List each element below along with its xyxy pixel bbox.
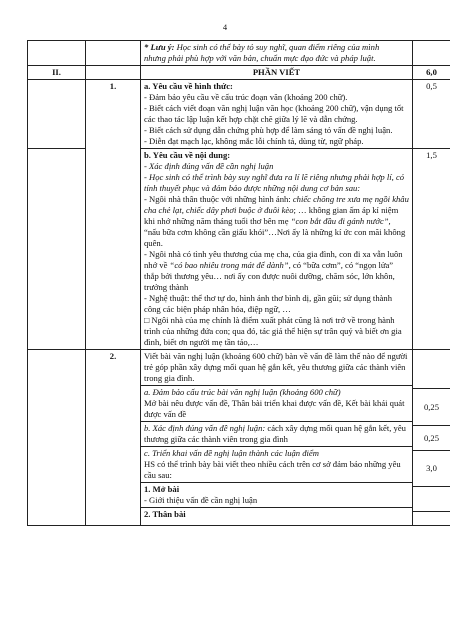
q1-number: 1.	[86, 80, 141, 350]
q2-b-title: b. Xác định đúng vấn đề nghị luận:	[144, 423, 266, 433]
section-number: II.	[28, 66, 86, 80]
q2-row	[28, 350, 450, 526]
section-title: PHẦN VIẾT	[141, 66, 413, 80]
q1-content-cell	[141, 149, 413, 350]
q2-part-c	[141, 447, 412, 483]
q2-cell	[141, 350, 413, 526]
q2-c-score: 3,0	[413, 451, 450, 487]
note-label: * Lưu ý:	[144, 42, 175, 52]
section-score: 6,0	[413, 66, 450, 80]
q2-intro: Viết bài văn nghị luận (khoảng 600 chữ) bàn về vấn đề làm thế nào để người trẻ góp phần xây dựng mối quan hệ gắn kết, yêu thương giữa các thành viên trong gia đình.	[141, 350, 412, 386]
q1-content-point-2: - Ngôi nhà có tình yêu thương của mẹ cha, của gia đình, con đi xa vẫn luôn nhớ về “có bao nhiêu trong mát để dành”, có “bữa cơm”, có “ngọn lửa” thắp bởi thương yêu… nơi ấy con được nuôi dưỡng, chăm sóc, lớn khôn, trưởng thành	[144, 249, 403, 292]
section-header-row	[28, 66, 450, 80]
q2-c-text: HS có thể trình bày bài viết theo nhiều cách trên cơ sở đảm bảo những yêu cầu sau:	[144, 459, 401, 480]
q1-content-score: 1,5	[413, 149, 450, 350]
page-number: 4	[222, 22, 228, 32]
q2-number: 2.	[86, 350, 141, 526]
q1-form-line-4: - Diễn đạt mạch lạc, không mắc lỗi chính tả, dùng từ, ngữ pháp.	[144, 136, 364, 146]
q2-m1-text: - Giới thiệu vấn đề cần nghị luận	[144, 495, 258, 505]
q2-a-text: Mở bài nêu được vấn đề, Thân bài triển khai được vấn đề, Kết bài khái quát được vấn đề	[144, 398, 405, 419]
q1-form-score: 0,5	[413, 80, 450, 149]
q1-form-row	[28, 80, 450, 149]
q1-content-item-2: - Học sinh có thể trình bày suy nghĩ đưa ra lí lẽ riêng nhưng phải hợp lí, có tính thuyết phục và đảm bảo được những nội dung cơ bản sau:	[144, 172, 405, 193]
q1-form-line-2: - Biết cách viết đoạn văn nghị luận văn học (khoảng 200 chữ), vận dụng tốt các thao tác lập luận kết hợp chặt chẽ giữa lý lẽ và dẫn chứng.	[144, 103, 404, 124]
q2-part-a: a. Đảm bảo cấu trúc bài văn nghị luận (khoảng 600 chữ) Mở bài nêu được vấn đề, Thân bài triển khai được vấn đề, Kết bài khái quát được vấn đề	[141, 386, 412, 422]
note-text: Học sinh có thể bày tỏ suy nghĩ, quan điểm riêng của mình	[174, 42, 380, 52]
q1-content-point-3: - Nghệ thuật: thể thơ tự do, hình ảnh thơ bình dị, gần gũi; sử dụng thành công các biện pháp nhân hóa, điệp ngữ, …	[144, 293, 393, 314]
q2-b-text: cách xây dựng mối quan hệ gắn kết, yêu thương giữa các thành viên trong gia đình	[144, 423, 406, 444]
q1-content-item-1: - Xác định đúng vấn đề cần nghị luận	[144, 161, 274, 171]
q2-score-cell	[413, 350, 450, 526]
q1-content-title: b. Yêu cầu về nội dung:	[144, 150, 231, 160]
grading-table	[27, 40, 450, 526]
q2-c-title: c. Triển khai vấn đề nghị luận thành các luận điểm	[144, 448, 319, 458]
q1-form-cell	[141, 80, 413, 149]
q2-a-title: a. Đảm bảo cấu trúc bài văn nghị luận	[144, 387, 278, 397]
q1-form-line-3: - Biết cách sử dụng dẫn chứng phù hợp để làm sáng tỏ vấn đề nghị luận.	[144, 125, 393, 135]
q2-m1-title: 1. Mở bài	[144, 484, 180, 494]
q2-a-score: 0,25	[413, 389, 450, 426]
note-cell	[141, 41, 413, 66]
q2-m2	[141, 508, 412, 522]
q2-b-score: 0,25	[413, 426, 450, 451]
q1-form-title: a. Yêu cầu về hình thức:	[144, 81, 233, 91]
q1-content-point-4: □ Ngôi nhà của mẹ chính là điểm xuất phát cũng là nơi trở về trong hành trình của những đứa con; qua đó, tác giả thể hiện sự trân quý và biết ơn gia đình, biết ơn người mẹ tần tảo,…	[144, 315, 402, 347]
q1-form-line-1: - Đảm bảo yêu cầu về cấu trúc đoạn văn (khoảng 200 chữ).	[144, 92, 348, 102]
q2-part-b	[141, 422, 412, 447]
q2-m1	[141, 483, 412, 508]
q2-m2-title: 2. Thân bài	[144, 509, 186, 519]
note-text-2: nhưng phải phù hợp với văn bản, chuẩn mực đạo đức và pháp luật.	[144, 53, 376, 63]
q1-content-point-1: - Ngôi nhà thân thuộc với những hình ảnh: chiếc chõng tre xưa mẹ ngồi khâu cha chẻ lạt, chiếc dây phơi buộc ở đuôi kèo; … không gian ấm áp kỉ niệm khi nhớ những năm tháng tuổi thơ bên mẹ “con bắt đầu đi gánh nước”, “nấu bữa cơm không cần giấu khói”…Nơi ấy là những kí ức con mãi không quên.	[144, 194, 409, 248]
note-row	[28, 41, 450, 66]
